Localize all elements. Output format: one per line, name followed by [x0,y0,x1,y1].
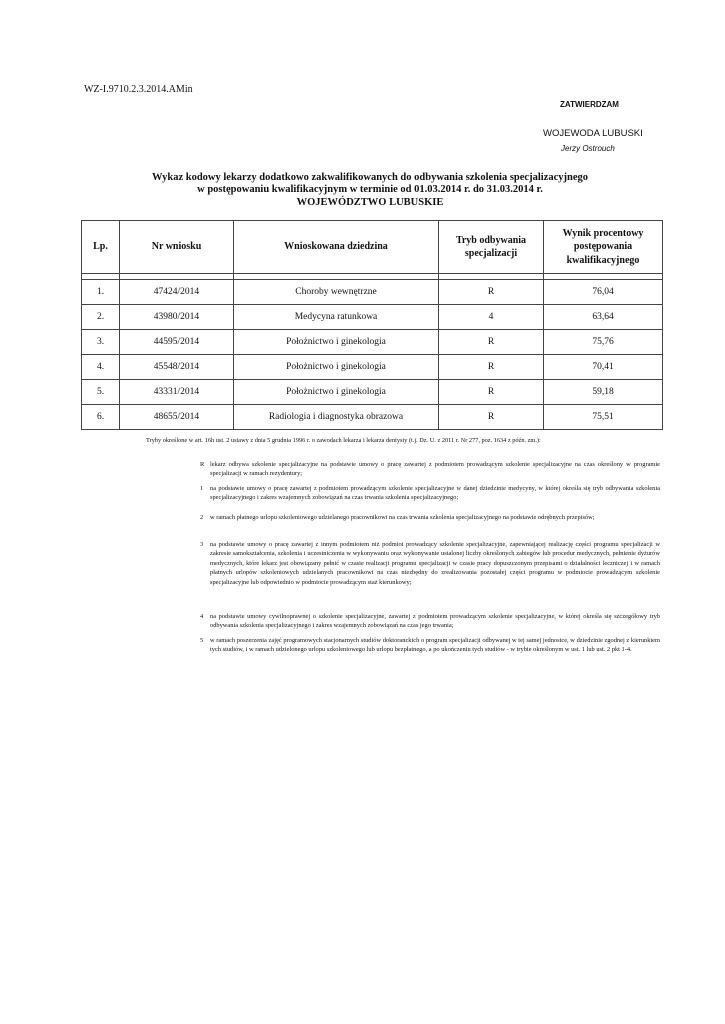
cell-dziedzina: Choroby wewnętrzne [234,280,439,305]
table-row [82,330,663,355]
results-table [81,220,663,430]
cell-dziedzina: Położnictwo i ginekologia [234,330,439,355]
cell-dziedzina: Radiologia i diagnostyka obrazowa [234,405,439,430]
footnote: Tryby określone w art. 16h ust. 2 ustawy z dnia 5 grudnia 1996 r. o zawodach lekarza i lekarza dentysty (t.j. Dz. U. z 2011 r. Nr 277, poz. 1634 z późn. zm.): [146,437,541,444]
cell-tryb: R [439,280,544,305]
cell-tryb: R [439,355,544,380]
header-wynik: Wynik procentowy postępowania kwalifikacyjnego [544,221,663,274]
legend-key: R [200,461,205,468]
cell-nr: 44595/2014 [120,330,234,355]
header-dziedzina: Wnioskowana dziedzina [234,221,439,274]
header-tryb: Tryb odbywania specjalizacji [439,221,544,274]
cell-dziedzina: Medycyna ratunkowa [234,305,439,330]
document-title-line-1: Wykaz kodowy lekarzy dodatkowo zakwalifikowanych do odbywania szkolenia specjalizacyjnego [152,172,588,183]
cell-wynik: 76,04 [544,280,663,305]
cell-lp: 2. [82,305,120,330]
table-body [82,274,663,430]
cell-nr: 45548/2014 [120,355,234,380]
cell-wynik: 75,76 [544,330,663,355]
cell-tryb: R [439,330,544,355]
header-nr-wniosku: Nr wniosku [120,221,234,274]
legend-key: 4 [200,613,204,620]
cell-tryb: 4 [439,305,544,330]
approval-label: ZATWIERDZAM [560,100,619,109]
document-title-line-2: w postępowaniu kwalifikacyjnym w terminie od 01.03.2014 r. do 31.03.2014 r. [197,184,543,195]
table-row [82,405,663,430]
legend-text: na podstawie umowy cywilnoprawnej o szkolenie specjalizacyjne, zawartej z podmiotem prowadzącym szkolenie specjalizacyjne, w której określa się szczegółowy tryb odbywania szkolenia specjalizacyjnego i zakres wzajemnych zobowiązań na czas jego trwania; [210,613,660,630]
legend-item [200,540,660,587]
cell-lp: 5. [82,380,120,405]
cell-nr: 43980/2014 [120,305,234,330]
legend-key: 3 [200,541,204,548]
table-header-row [82,221,663,274]
legend-text: lekarz odbywa szkolenie specjalizacyjne na podstawie umowy o pracę zawartej z podmiotem prowadzącym szkolenie specjalizacyjne na czas określony w programie specjalizacji w ramach rezydentury; [210,461,660,478]
cell-dziedzina: Położnictwo i ginekologia [234,380,439,405]
legend-key: 1 [200,485,204,492]
legend-key: 2 [200,514,204,521]
table-row [82,280,663,305]
cell-dziedzina: Położnictwo i ginekologia [234,355,439,380]
document-reference: WZ-I.9710.2.3.2014.AMin [84,84,193,95]
legend-text: w ramach poszerzenia zajęć programowych stacjonarnych studiów doktoranckich o program specjalizacji odbywanej w tej samej jednostce, w dziedzinie zgodnej z kierunkiem tych studiów, i w ramach udzielonego urlopu szkoleniowego lub urlopu bezpłatnego, a po ukończeniu tych studiów - w trybie określonym w ust. 1 lub ust. 2 pkt 1-4. [210,637,660,654]
official-title: WOJEWODA LUBUSKI [543,128,643,139]
table-row [82,380,663,405]
legend-item [200,612,660,631]
cell-nr: 43331/2014 [120,380,234,405]
document-title-line-3: WOJEWÓDZTWO LUBUSKIE [296,197,444,208]
legend-text: na podstawie umowy o pracę zawartej z podmiotem prowadzącym szkolenie specjalizacyjne w danej dziedzinie medycyny, w której określa się tryb odbywania szkolenia specjalizacyjnego i zakres wzajemnych zobowiązań na czas trwania szkolenia specjalizacyjnego; [210,485,660,502]
cell-wynik: 75,51 [544,405,663,430]
legend-item [200,484,660,503]
official-name: Jerzy Ostrouch [561,144,615,153]
cell-lp: 3. [82,330,120,355]
cell-nr: 48655/2014 [120,405,234,430]
header-lp: Lp. [82,221,120,274]
legend-text: na podstawie umowy o pracę zawartej z innym podmiotem niż podmiot prowadzący szkolenie specjalizacyjne, zapewniającej realizację części programu specjalizacji w zakresie samokształcenia, szkolenia i uczestniczenia w wykonywaniu oraz wykonywanie ustalonej liczby określonych zabiegów lub procedur medycznych, pełnienie dyżurów medycznych, które lekarz jest obowiązany pełnić w czasie realizacji programu specjalizacji w czasie pracy dopuszczonym przepisami o działalności leczniczej i w ramach płatnych urlopów szkoleniowych udzielanych pracownikowi na czas niezbędny do zrealizowania pozostałej części programu w podmiocie prowadzącym szkolenie specjalizacyjne lub odpowiednio w podmiocie prowadzącym staż kierunkowy; [210,541,660,586]
cell-nr: 47424/2014 [120,280,234,305]
cell-wynik: 59,18 [544,380,663,405]
legend-item [200,460,660,479]
legend-item [200,513,660,522]
cell-tryb: R [439,380,544,405]
legend-item [200,636,660,655]
legend-text: w ramach płatnego urlopu szkoleniowego udzielanego pracownikowi na czas trwania szkolenia specjalizacyjnego na podstawie odrębnych przepisów; [210,514,595,521]
cell-wynik: 63,64 [544,305,663,330]
table-row [82,305,663,330]
cell-lp: 4. [82,355,120,380]
cell-tryb: R [439,405,544,430]
cell-wynik: 70,41 [544,355,663,380]
table-row [82,355,663,380]
legend-key: 5 [200,637,204,644]
cell-lp: 6. [82,405,120,430]
cell-lp: 1. [82,280,120,305]
